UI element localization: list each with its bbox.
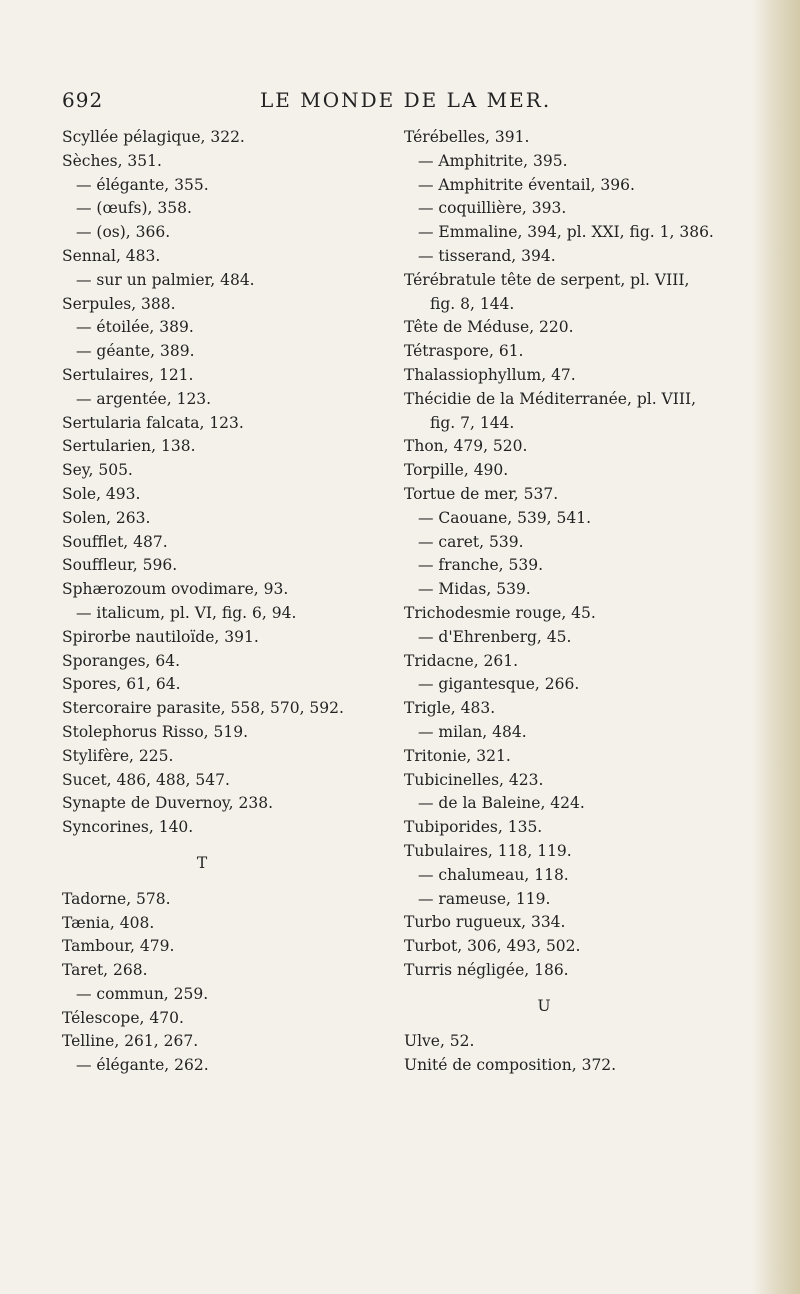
- index-entry: — gigantesque, 266.: [418, 675, 580, 694]
- index-entry: Thécidie de la Méditerranée, pl. VIII,: [404, 389, 697, 408]
- index-entry: Taret, 268.: [62, 961, 148, 980]
- index-entry: Serpules, 388.: [62, 294, 176, 313]
- index-entry: Unité de composition, 372.: [404, 1056, 617, 1075]
- index-entry: Sphærozoum ovodimare, 93.: [62, 580, 289, 599]
- index-entry: — Amphitrite, 395.: [418, 151, 568, 170]
- index-entry: Turris négligée, 186.: [404, 960, 569, 979]
- index-entry: Turbot, 306, 493, 502.: [404, 937, 581, 956]
- index-entry: Tétraspore, 61.: [404, 342, 524, 361]
- index-entry: — Caouane, 539, 541.: [418, 508, 592, 527]
- index-entry: Térébratule tête de serpent, pl. VIII,: [404, 270, 690, 289]
- index-entry: Sertularia falcata, 123.: [62, 413, 244, 432]
- index-entry: — élégante, 355.: [76, 175, 209, 194]
- index-entry: Spores, 61, 64.: [62, 675, 181, 694]
- index-entry: Tænia, 408.: [62, 913, 155, 932]
- index-entry: Tambour, 479.: [62, 937, 175, 956]
- index-entry: Sole, 493.: [62, 484, 141, 503]
- index-entry: — rameuse, 119.: [418, 889, 551, 908]
- section-letter: T: [196, 853, 208, 872]
- index-entry: Tritonie, 321.: [404, 746, 511, 765]
- index-entry: — Midas, 539.: [418, 580, 531, 599]
- index-entry: — milan, 484.: [418, 722, 527, 741]
- index-entry: Tubiporides, 135.: [404, 818, 543, 837]
- index-entry: Telline, 261, 267.: [62, 1032, 199, 1051]
- index-entry: Syncorines, 140.: [62, 818, 194, 837]
- index-entry: Stolephorus Risso, 519.: [62, 722, 249, 741]
- index-entry: — coquillière, 393.: [418, 199, 567, 218]
- page-number: 692: [62, 88, 104, 112]
- index-entry: Trichodesmie rouge, 45.: [404, 603, 596, 622]
- index-entry: Tadorne, 578.: [62, 889, 171, 908]
- index-entry: Souffleur, 596.: [62, 556, 178, 575]
- index-entry: Synapte de Duvernoy, 238.: [62, 794, 273, 813]
- index-entry: Thon, 479, 520.: [404, 437, 528, 456]
- index-entry: — de la Baleine, 424.: [418, 794, 585, 813]
- index-entry: Solen, 263.: [62, 508, 151, 527]
- index-entry: Térébelles, 391.: [404, 128, 530, 146]
- index-entry: — Emmaline, 394, pl. XXI, fig. 1, 386.: [418, 223, 714, 242]
- index-entry: Soufflet, 487.: [62, 532, 168, 551]
- index-entry: Scyllée pélagique, 322.: [62, 128, 245, 146]
- index-entry: Sennal, 483.: [62, 246, 161, 265]
- index-entry: — élégante, 262.: [76, 1056, 209, 1075]
- index-entry: Sporanges, 64.: [62, 651, 181, 670]
- index-entry: fig. 8, 144.: [430, 294, 515, 313]
- index-column-left: [62, 126, 362, 1078]
- index-entry: Spirorbe nautiloïde, 391.: [62, 627, 259, 646]
- index-entry: Sèches, 351.: [62, 151, 162, 170]
- index-entry: — tisserand, 394.: [418, 246, 556, 265]
- index-entry: — Amphitrite éventail, 396.: [418, 175, 635, 194]
- index-entry: — d'Ehrenberg, 45.: [418, 627, 572, 646]
- index-entry: — caret, 539.: [418, 532, 524, 551]
- index-entry: Stylifère, 225.: [62, 746, 174, 765]
- index-entry: fig. 7, 144.: [430, 413, 515, 432]
- index-column-right: [404, 126, 724, 1078]
- index-entry: — franche, 539.: [418, 556, 543, 575]
- index-entry: — commun, 259.: [76, 984, 209, 1003]
- running-title: LE MONDE DE LA MER.: [260, 88, 552, 112]
- index-entry: Télescope, 470.: [62, 1008, 184, 1027]
- index-entry: Thalassiophyllum, 47.: [404, 365, 576, 384]
- section-letter: U: [537, 996, 551, 1015]
- index-entry: Tortue de mer, 537.: [404, 484, 559, 503]
- index-entry: Sertulaires, 121.: [62, 365, 194, 384]
- index-entry: — argentée, 123.: [76, 389, 212, 408]
- index-entry: — chalumeau, 118.: [418, 865, 569, 884]
- index-entry: Sey, 505.: [62, 461, 133, 480]
- index-entry: Torpille, 490.: [404, 461, 509, 480]
- index-entry: Tête de Méduse, 220.: [404, 318, 574, 337]
- index-entry: Trigle, 483.: [404, 699, 496, 718]
- index-entry: Sertularien, 138.: [62, 437, 196, 456]
- index-entry: — étoilée, 389.: [76, 318, 194, 337]
- index-entry: Tubulaires, 118, 119.: [404, 841, 572, 860]
- index-entry: Stercoraire parasite, 558, 570, 592.: [62, 699, 344, 718]
- index-entry: — (œufs), 358.: [76, 199, 192, 218]
- index-entry: Ulve, 52.: [404, 1032, 475, 1051]
- index-entry: — italicum, pl. VI, fig. 6, 94.: [76, 603, 297, 622]
- index-entry: Sucet, 486, 488, 547.: [62, 770, 230, 789]
- index-entry: — sur un palmier, 484.: [76, 270, 255, 289]
- page-edge-shadow: [752, 0, 800, 1294]
- index-entry: — (os), 366.: [76, 223, 171, 242]
- index-entry: Tridacne, 261.: [404, 651, 519, 670]
- index-entry: — géante, 389.: [76, 342, 195, 361]
- index-entry: Tubicinelles, 423.: [404, 770, 544, 789]
- index-entry: Turbo rugueux, 334.: [404, 913, 566, 932]
